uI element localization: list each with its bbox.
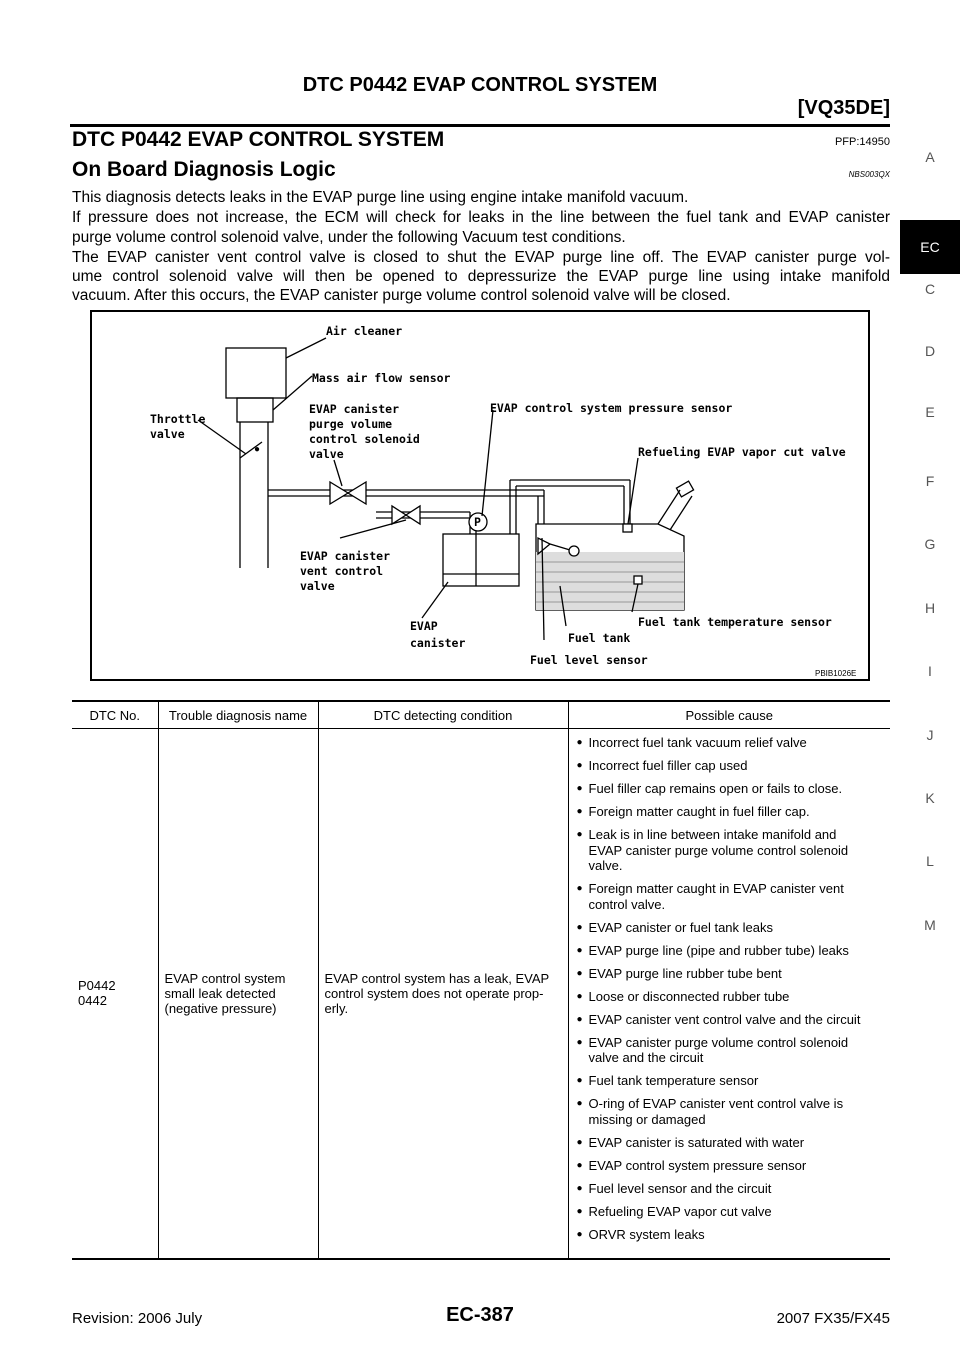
- col-header: Trouble diagnosis name: [158, 701, 318, 729]
- list-item: [577, 804, 885, 820]
- label-maf: Mass air flow sensor: [312, 371, 451, 385]
- footer-model: 2007 FX35/FX45: [776, 1310, 890, 1327]
- cause-line: Fuel level sensor and the circuit: [588, 1180, 772, 1196]
- list-item: [577, 881, 885, 912]
- bullet-icon: ●: [576, 1205, 583, 1217]
- label-throttle: Throttle: [150, 412, 206, 426]
- bullet-icon: ●: [576, 1182, 583, 1194]
- list-item: [577, 1096, 885, 1127]
- cause-line: EVAP canister purge volume control solenoid: [588, 1034, 849, 1050]
- cause-line: Fuel filler cap remains open or fails to close.: [588, 780, 843, 796]
- cause-line: Loose or disconnected rubber tube: [588, 988, 790, 1004]
- tab-m[interactable]: M: [924, 917, 936, 933]
- cause-line: EVAP control system pressure sensor: [588, 1157, 807, 1173]
- dtc-table: [72, 700, 890, 1260]
- label-canister: canister: [410, 636, 466, 650]
- condition-line: erly.: [324, 1000, 349, 1016]
- throttle-marker: ●: [254, 444, 261, 455]
- cause-line: EVAP canister or fuel tank leaks: [588, 919, 774, 935]
- tab-l[interactable]: L: [926, 853, 934, 869]
- cause-text: [589, 881, 844, 912]
- cause-text: [589, 1158, 807, 1174]
- cause-list: [577, 735, 885, 1242]
- list-item: [577, 943, 885, 959]
- bullet-icon: ●: [576, 1228, 583, 1240]
- cause-text: [589, 1073, 759, 1089]
- cause-line: control valve.: [588, 896, 666, 912]
- cause-line: EVAP purge line rubber tube bent: [588, 965, 782, 981]
- fuel-level: [536, 552, 684, 610]
- tab-j[interactable]: J: [926, 727, 934, 743]
- bullet-icon: ●: [576, 883, 583, 895]
- label-temp-sensor: Fuel tank temperature sensor: [638, 615, 832, 629]
- tab-f[interactable]: F: [925, 473, 935, 489]
- cause-line: EVAP canister is saturated with water: [588, 1134, 805, 1150]
- bullet-icon: ●: [576, 944, 583, 956]
- pressure-sensor-letter: P: [474, 515, 481, 529]
- bullet-icon: ●: [576, 990, 583, 1002]
- cause-text: [589, 989, 790, 1005]
- list-item: [577, 827, 885, 874]
- page-header-title: DTC P0442 EVAP CONTROL SYSTEM: [302, 74, 658, 96]
- cause-line: EVAP canister vent control valve and the circuit: [588, 1011, 861, 1027]
- dtc-number-cell: [72, 729, 158, 1259]
- list-item: [577, 1012, 885, 1028]
- bullet-icon: ●: [576, 1159, 583, 1171]
- dtc-number: 0442: [78, 993, 107, 1009]
- cause-text: [589, 1135, 805, 1151]
- cause-text: [589, 1035, 849, 1066]
- bullet-icon: ●: [576, 1098, 583, 1110]
- paragraph-line: purge volume control solenoid valve, under the following Vacuum test conditions.: [72, 229, 626, 246]
- label-throttle: valve: [150, 427, 185, 441]
- label-purge-valve: control solenoid: [309, 432, 420, 446]
- cause-text: [589, 920, 774, 936]
- cause-text: [589, 758, 748, 774]
- label-purge-valve: purge volume: [309, 417, 393, 431]
- list-item: [577, 1204, 885, 1220]
- cause-text: [589, 804, 810, 820]
- list-item: [577, 758, 885, 774]
- cause-line: valve.: [588, 858, 623, 874]
- cause-line: Fuel tank temperature sensor: [588, 1073, 759, 1089]
- paragraph-line: vacuum. After this occurs, the EVAP canister purge volume control solenoid valve will be closed.: [72, 287, 731, 304]
- list-item: [577, 1035, 885, 1066]
- cause-text: [589, 781, 843, 797]
- cause-text: [589, 966, 782, 982]
- temp-sensor-shape: [634, 576, 642, 584]
- tab-e[interactable]: E: [925, 404, 935, 420]
- header-rule: [70, 124, 890, 127]
- bullet-icon: ●: [576, 1013, 583, 1025]
- bullet-icon: ●: [576, 737, 583, 748]
- bullet-icon: ●: [576, 828, 583, 840]
- label-vent-valve: valve: [300, 579, 335, 593]
- table-row: [72, 729, 890, 1259]
- evap-system-diagram: [90, 310, 870, 681]
- list-item: [577, 966, 885, 982]
- possible-cause-cell: [568, 729, 890, 1259]
- bullet-icon: ●: [576, 967, 583, 979]
- cause-line: Foreign matter caught in fuel filler cap.: [588, 803, 810, 819]
- label-purge-valve: EVAP canister: [309, 402, 400, 416]
- cause-text: [589, 735, 807, 751]
- footer-page-number: EC-387: [446, 1304, 514, 1326]
- bullet-icon: ●: [576, 759, 583, 771]
- cause-line: valve and the circuit: [588, 1050, 704, 1066]
- label-refuel-valve: Refueling EVAP vapor cut valve: [638, 445, 846, 459]
- label-vent-valve: vent control: [300, 564, 384, 578]
- list-item: [577, 989, 885, 1005]
- cause-line: EVAP canister purge volume control solenoid: [588, 842, 849, 858]
- label-fuel-tank: Fuel tank: [568, 631, 631, 645]
- col-header: DTC detecting condition: [318, 701, 568, 729]
- list-item: [577, 1181, 885, 1197]
- diagnosis-name-line: EVAP control system: [164, 970, 286, 986]
- tab-d[interactable]: D: [924, 343, 936, 359]
- dtc-number: P0442: [78, 978, 116, 994]
- cause-line: ORVR system leaks: [588, 1226, 705, 1242]
- tab-i[interactable]: I: [928, 663, 932, 679]
- list-item: [577, 781, 885, 797]
- cause-text: [589, 943, 849, 959]
- canister-shape: [443, 534, 519, 586]
- label-level-sensor: Fuel level sensor: [530, 653, 648, 667]
- label-air-cleaner: Air cleaner: [326, 324, 403, 338]
- paragraph-line: If pressure does not increase, the ECM will check for leaks in the line between the fuel tank and EVAP canister: [72, 209, 890, 226]
- float-shape: [569, 546, 579, 556]
- cause-text: [589, 1096, 844, 1127]
- label-canister: EVAP: [410, 619, 438, 633]
- diagnosis-name-line: (negative pressure): [164, 1000, 277, 1016]
- section-code: PFP:14950: [834, 136, 890, 148]
- list-item: [577, 1227, 885, 1243]
- condition-line: control system does not operate prop-: [324, 985, 544, 1001]
- tab-g[interactable]: G: [924, 536, 936, 552]
- cause-line: Foreign matter caught in EVAP canister vent: [588, 881, 844, 897]
- cause-line: O-ring of EVAP canister vent control valve is: [588, 1096, 844, 1112]
- tab-h[interactable]: H: [924, 600, 936, 616]
- cause-line: Leak is in line between intake manifold and: [588, 826, 837, 842]
- tab-k[interactable]: K: [925, 790, 935, 806]
- tab-ec[interactable]: EC: [900, 220, 960, 274]
- label-purge-valve: valve: [309, 447, 344, 461]
- paragraph-line: The EVAP canister vent control valve is closed to shut the EVAP purge line off. The EVAP canister purge vol-: [72, 249, 890, 266]
- cause-line: Incorrect fuel filler cap used: [588, 757, 748, 773]
- subsection-title: On Board Diagnosis Logic: [72, 158, 336, 181]
- cause-text: [589, 1204, 772, 1220]
- engine-code: [VQ35DE]: [797, 97, 890, 119]
- cause-text: [589, 827, 849, 874]
- cause-line: Refueling EVAP vapor cut valve: [588, 1203, 772, 1219]
- subsection-code: NBS003QX: [848, 170, 890, 179]
- paragraph-line: This diagnosis detects leaks in the EVAP purge line using engine intake manifold vacuum.: [72, 189, 689, 206]
- cause-line: Incorrect fuel tank vacuum relief valve: [588, 735, 807, 750]
- list-item: [577, 920, 885, 936]
- paragraph-line: ume control solenoid valve will then be opened to depressurize the EVAP purge line using intake manifold: [72, 268, 890, 285]
- label-pressure-sensor: EVAP control system pressure sensor: [490, 401, 733, 415]
- tab-c[interactable]: C: [924, 281, 936, 297]
- diagnosis-name-line: small leak detected: [164, 985, 276, 1001]
- bullet-icon: ●: [576, 1136, 583, 1148]
- bullet-icon: ●: [576, 1075, 583, 1087]
- cause-text: [589, 1012, 861, 1028]
- refuel-valve-shape: [623, 524, 632, 532]
- bullet-icon: ●: [576, 782, 583, 794]
- bullet-icon: ●: [576, 921, 583, 933]
- tab-a[interactable]: A: [925, 149, 935, 165]
- col-header: DTC No.: [72, 701, 158, 729]
- condition-line: EVAP control system has a leak, EVAP: [324, 970, 550, 986]
- col-header: Possible cause: [568, 701, 890, 729]
- list-item: [577, 1158, 885, 1174]
- list-item: [577, 735, 885, 751]
- footer-revision: Revision: 2006 July: [72, 1310, 203, 1327]
- label-vent-valve: EVAP canister: [300, 549, 391, 563]
- diagnosis-name-cell: [158, 729, 318, 1259]
- cause-text: [589, 1181, 772, 1197]
- cause-line: missing or damaged: [588, 1111, 706, 1127]
- section-title: DTC P0442 EVAP CONTROL SYSTEM: [72, 128, 445, 151]
- figure-code: PBIB1026E: [815, 669, 857, 678]
- list-item: [577, 1135, 885, 1151]
- bullet-icon: ●: [576, 805, 583, 817]
- detecting-condition-cell: [318, 729, 568, 1259]
- list-item: [577, 1073, 885, 1089]
- cause-line: EVAP purge line (pipe and rubber tube) leaks: [588, 942, 849, 958]
- bullet-icon: ●: [576, 1036, 583, 1048]
- cause-text: [589, 1227, 705, 1243]
